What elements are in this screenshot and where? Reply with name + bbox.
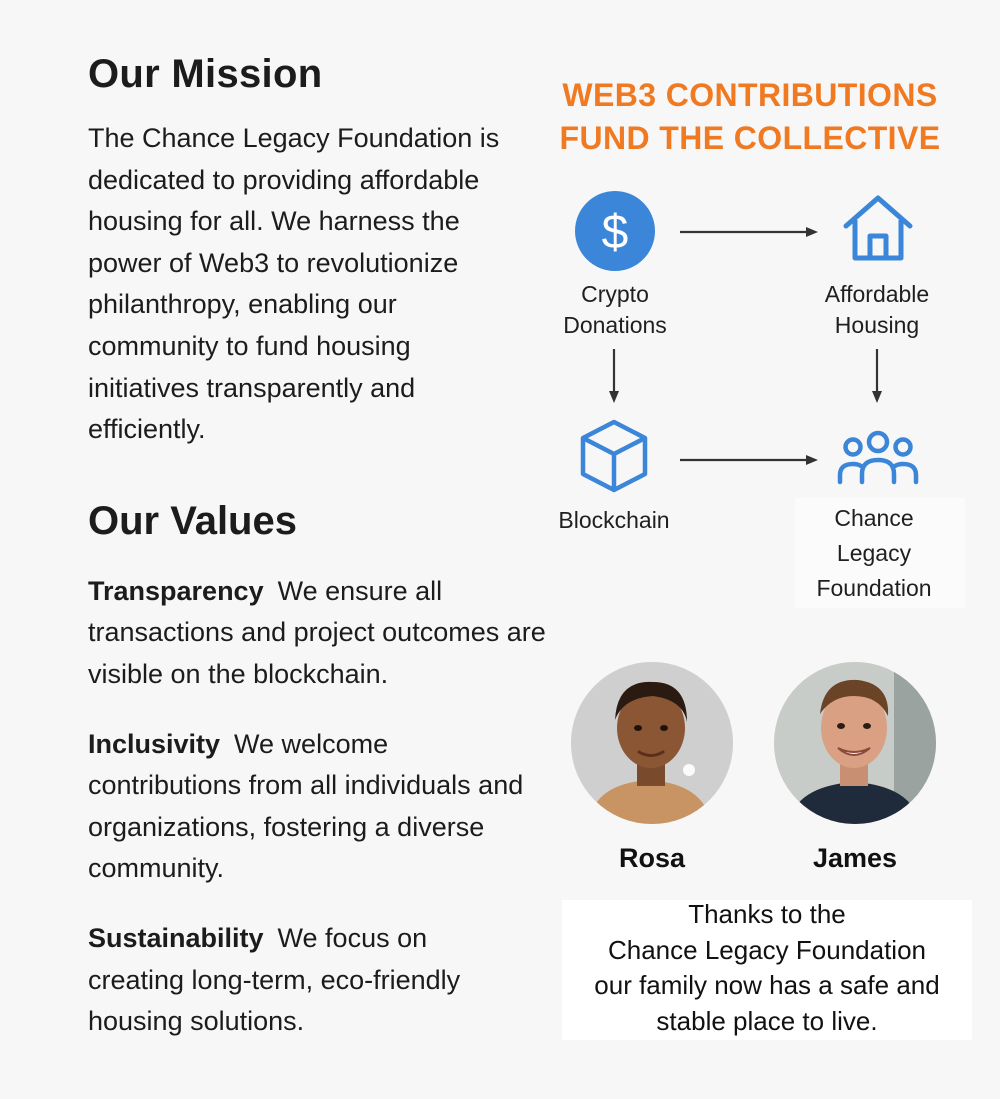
value-inclusivity: [88, 724, 533, 890]
person-photo-icon: [571, 662, 733, 824]
value-text: We welcome contributions from all individuals and organizations, fostering a diverse community.: [88, 728, 524, 884]
testimonial-quote: Thanks to the Chance Legacy Foundation our family now has a safe and stable place to live.: [594, 899, 940, 1036]
person-name-james: James: [812, 843, 898, 873]
value-transparency: [88, 571, 568, 696]
value-name: Inclusivity: [88, 728, 221, 759]
people-group-icon: [836, 430, 920, 486]
diagram-title: [520, 74, 980, 160]
diagram-title-line: FUND THE COLLECTIVE: [559, 120, 941, 156]
values-heading: Our Values: [88, 498, 297, 543]
arrow-right-icon: [678, 452, 820, 468]
diagram-title-line: WEB3 CONTRIBUTIONS: [562, 77, 938, 113]
svg-text:$: $: [601, 206, 629, 259]
node-label-affordable-housing: Affordable Housing: [824, 281, 930, 338]
value-text: We focus on creating long-term, eco-friendly housing solutions.: [88, 922, 461, 1037]
arrow-right-icon: [678, 224, 820, 240]
arrow-down-icon: [869, 347, 885, 405]
node-label-crypto-donations: Crypto Donations: [563, 281, 667, 338]
mission-text: The Chance Legacy Foundation is dedicated to providing affordable housing for all. We harness the power of Web3 to revolutionize philanthropy, enabling our community to fund housing initiatives transparently and efficiently.: [88, 123, 500, 445]
person-photo-icon: [774, 662, 936, 824]
house-icon: [840, 190, 916, 266]
person-name-rosa: Rosa: [618, 843, 686, 873]
dollar-coin-icon: [574, 190, 656, 272]
avatar-rosa: [571, 662, 733, 824]
cube-icon: [578, 418, 650, 494]
node-label-blockchain: Blockchain: [558, 507, 670, 533]
value-name: Sustainability: [88, 922, 264, 953]
arrow-down-icon: [606, 347, 622, 405]
value-sustainability: [88, 918, 528, 1043]
node-label-chance-legacy-foundation: Chance Legacy Foundation: [816, 505, 932, 601]
left-column: [88, 50, 568, 1043]
mission-heading: Our Mission: [88, 52, 323, 96]
avatar-james: [774, 662, 936, 824]
value-text: We ensure all transactions and project outcomes are visible on the blockchain.: [88, 575, 546, 689]
value-name: Transparency: [88, 575, 264, 606]
